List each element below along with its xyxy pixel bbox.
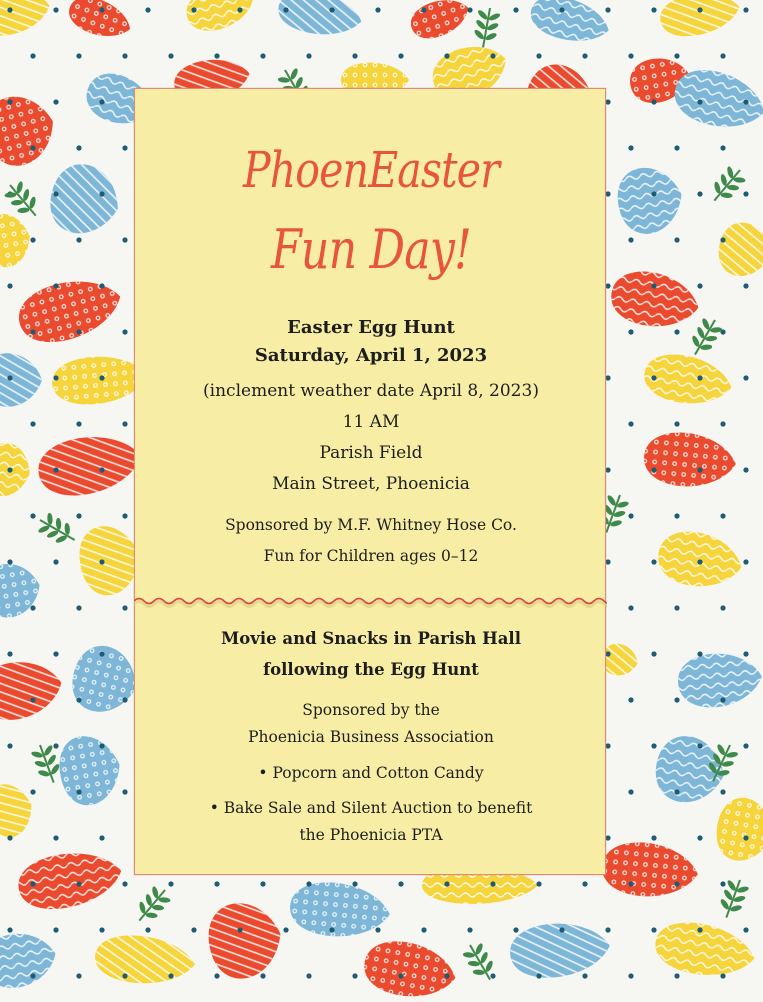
background-dot [651,7,656,12]
background-dot [7,467,12,472]
background-dot [53,651,58,656]
background-dot [743,559,748,564]
background-dot [168,973,173,978]
background-dot [720,605,725,610]
leaf-sprig [130,882,175,929]
background-dot [352,53,357,58]
background-dot [467,927,472,932]
background-dot [444,53,449,58]
easter-egg [613,162,688,238]
background-dot [122,605,127,610]
background-dot [53,559,58,564]
background-dot [53,191,58,196]
background-dot [651,927,656,932]
background-dot [398,973,403,978]
background-dot [76,605,81,610]
background-dot [30,145,35,150]
background-dot [674,421,679,426]
background-dot [122,789,127,794]
background-dot [30,697,35,702]
background-dot [628,973,633,978]
background-dot [674,697,679,702]
background-dot [7,651,12,656]
event-venue: Parish Field [319,443,423,463]
background-dot [53,375,58,380]
background-dot [720,973,725,978]
easter-egg [651,917,758,984]
easter-egg [54,731,125,810]
easter-egg [0,353,42,407]
background-dot [260,881,265,886]
easter-egg [657,0,743,41]
background-dot [605,467,610,472]
background-dot [674,973,679,978]
background-dot [7,283,12,288]
after-heading-line1: Movie and Snacks in Parish Hall [221,629,521,648]
background-dot [7,7,12,12]
background-dot [490,973,495,978]
background-dot [30,881,35,886]
after-sponsor-line2: Phoenicia Business Association [248,728,494,746]
background-dot [651,191,656,196]
background-dot [628,421,633,426]
background-dot [76,881,81,886]
background-dot [421,927,426,932]
background-dot [99,651,104,656]
easter-egg [12,269,127,351]
event-name: Easter Egg Hunt [287,317,455,338]
background-dot [651,743,656,748]
background-dot [651,375,656,380]
background-dot [628,329,633,334]
background-dot [513,7,518,12]
background-dot [145,7,150,12]
easter-egg [712,794,763,866]
background-dot [53,7,58,12]
background-dot [99,99,104,104]
background-dot [214,881,219,886]
background-dot [30,421,35,426]
background-dot [697,835,702,840]
background-dot [697,283,702,288]
background-dot [743,283,748,288]
background-dot [99,743,104,748]
background-dot [76,145,81,150]
background-dot [743,835,748,840]
event-sponsor: Sponsored by M.F. Whitney Hose Co. [225,516,517,534]
background-dot [214,53,219,58]
background-dot [237,927,242,932]
easter-egg [406,0,474,45]
background-dot [398,881,403,886]
background-dot [260,973,265,978]
background-dot [99,7,104,12]
background-dot [651,283,656,288]
background-dot [674,605,679,610]
easter-egg [203,897,287,984]
background-dot [743,99,748,104]
bullet-bake-sale-cont: the Phoenicia PTA [299,826,443,844]
background-dot [398,53,403,58]
background-dot [651,467,656,472]
easter-egg [93,932,197,988]
background-dot [559,927,564,932]
background-dot [444,973,449,978]
leaf-sprig [459,939,500,986]
background-dot [720,421,725,426]
easter-egg [607,266,703,334]
background-dot [30,53,35,58]
background-dot [7,743,12,748]
background-dot [76,789,81,794]
background-dot [582,881,587,886]
background-dot [53,283,58,288]
background-dot [651,99,656,104]
easter-egg [360,936,460,1002]
background-dot [605,375,610,380]
background-dot [122,513,127,518]
background-dot [743,651,748,656]
background-dot [628,697,633,702]
background-dot [53,927,58,932]
background-dot [122,53,127,58]
background-dot [30,605,35,610]
background-dot [651,559,656,564]
background-dot [306,881,311,886]
background-dot [490,881,495,886]
background-dot [467,7,472,12]
background-dot [53,467,58,472]
background-dot [122,329,127,334]
background-dot [99,375,104,380]
background-dot [352,881,357,886]
bullet-bake-sale: • Bake Sale and Silent Auction to benefit [209,799,533,817]
background-dot [651,651,656,656]
background-dot [421,7,426,12]
background-dot [674,513,679,518]
easter-egg [275,0,365,41]
leaf-sprig [471,6,502,50]
background-dot [697,651,702,656]
background-dot [628,237,633,242]
easter-egg [66,640,145,720]
background-dot [352,973,357,978]
background-dot [743,7,748,12]
background-dot [536,53,541,58]
easter-egg [0,0,53,40]
background-dot [122,145,127,150]
background-dot [628,605,633,610]
background-dot [582,53,587,58]
background-dot [99,559,104,564]
background-dot [99,191,104,196]
background-dot [122,881,127,886]
event-time: 11 AM [342,412,400,432]
background-dot [145,927,150,932]
background-dot [76,697,81,702]
easter-egg [508,919,612,981]
background-dot [743,927,748,932]
flyer-title-line2: Fun Day! [270,218,471,281]
background-dot [743,743,748,748]
background-dot [53,743,58,748]
background-dot [99,283,104,288]
background-dot [628,145,633,150]
background-dot [122,973,127,978]
background-dot [605,283,610,288]
event-date: Saturday, April 1, 2023 [254,345,488,366]
background-dot [720,237,725,242]
background-dot [651,835,656,840]
background-dot [30,789,35,794]
background-dot [628,881,633,886]
background-dot [697,7,702,12]
background-dot [720,53,725,58]
background-dot [76,421,81,426]
background-dot [283,927,288,932]
background-dot [99,467,104,472]
easter-egg [600,839,700,901]
background-dot [99,835,104,840]
background-dot [444,881,449,886]
bullet-popcorn: • Popcorn and Cotton Candy [258,764,484,782]
background-dot [76,973,81,978]
background-dot [490,53,495,58]
background-dot [7,927,12,932]
background-dot [306,973,311,978]
background-dot [214,973,219,978]
background-dot [674,329,679,334]
background-dot [720,697,725,702]
background-dot [329,927,334,932]
wavy-divider [134,589,607,619]
background-dot [697,191,702,196]
background-dot [605,191,610,196]
background-dot [122,421,127,426]
easter-egg [0,655,66,725]
easter-egg [0,778,38,841]
background-dot [628,53,633,58]
after-heading-line2: following the Egg Hunt [263,660,479,679]
background-dot [697,99,702,104]
background-dot [191,927,196,932]
background-dot [605,651,610,656]
background-dot [674,789,679,794]
rain-date: (inclement weather date April 8, 2023) [203,381,539,401]
background-dot [605,927,610,932]
background-dot [7,375,12,380]
background-dot [76,329,81,334]
background-dot [536,881,541,886]
background-dot [7,99,12,104]
easter-egg [14,845,126,916]
background-dot [605,99,610,104]
easter-egg [642,429,738,490]
easter-egg [64,0,136,45]
background-dot [674,145,679,150]
background-dot [306,53,311,58]
background-dot [168,53,173,58]
background-dot [375,7,380,12]
background-dot [122,237,127,242]
background-dot [30,237,35,242]
background-dot [53,835,58,840]
background-dot [674,53,679,58]
event-ages: Fun for Children ages 0–12 [263,547,479,565]
background-dot [53,99,58,104]
background-dot [720,881,725,886]
background-dot [237,7,242,12]
background-dot [628,789,633,794]
background-dot [76,53,81,58]
background-dot [697,467,702,472]
leaf-sprig [705,162,750,209]
background-dot [260,53,265,58]
background-dot [536,973,541,978]
easter-egg [43,158,127,243]
background-dot [122,697,127,702]
background-dot [76,513,81,518]
background-dot [720,513,725,518]
easter-egg [0,440,34,500]
background-dot [743,191,748,196]
background-dot [628,513,633,518]
easter-egg [0,210,34,270]
background-dot [375,927,380,932]
leaf-sprig [715,876,752,922]
flyer-title-line1: PhoenEaster [242,141,500,199]
background-dot [76,237,81,242]
easter-egg [0,559,44,621]
background-dot [99,927,104,932]
background-dot [329,7,334,12]
background-dot [720,145,725,150]
easter-egg [715,219,763,281]
easter-egg [182,0,258,37]
background-dot [743,375,748,380]
background-dot [697,375,702,380]
background-dot [559,7,564,12]
background-dot [697,559,702,564]
background-dot [605,7,610,12]
background-dot [7,835,12,840]
background-dot [191,7,196,12]
event-address: Main Street, Phoenicia [272,474,470,494]
easter-egg [0,927,60,992]
background-dot [30,513,35,518]
easter-egg [526,0,614,50]
background-dot [697,927,702,932]
background-dot [697,743,702,748]
background-dot [168,881,173,886]
after-sponsor-line1: Sponsored by the [302,701,440,719]
background-dot [30,973,35,978]
background-dot [283,7,288,12]
background-dot [720,789,725,794]
background-dot [582,973,587,978]
background-dot [7,559,12,564]
background-dot [513,927,518,932]
flyer-panel [134,88,606,875]
background-dot [743,467,748,472]
leaf-sprig [684,314,725,361]
leaf-sprig [34,509,81,550]
background-dot [30,329,35,334]
easter-egg [676,650,763,711]
background-dot [674,881,679,886]
easter-egg [34,428,146,502]
background-dot [674,237,679,242]
